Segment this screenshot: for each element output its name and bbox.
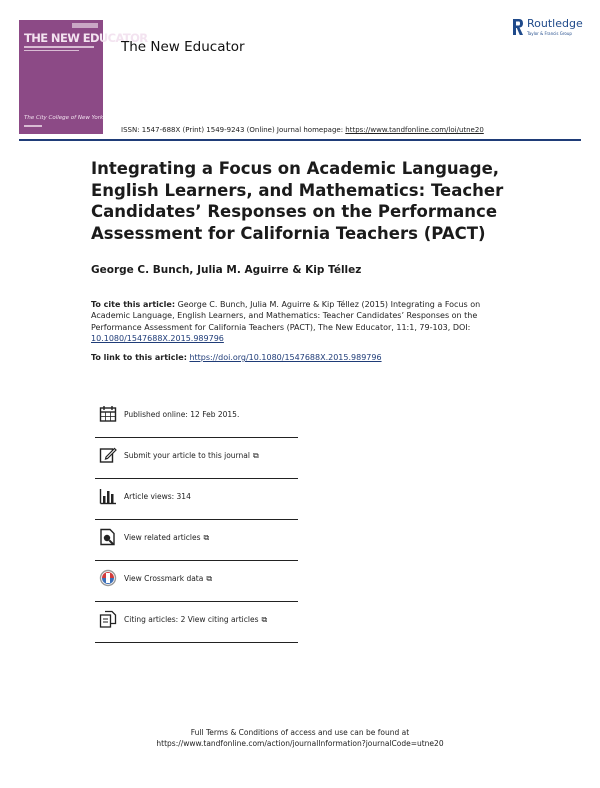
calendar-icon <box>99 405 117 423</box>
article-title: Integrating a Focus on Academic Language, English Learners, and Mathematics: Teacher Candidates’ Responses on the Performance Assessment for California Teachers (PACT) <box>91 159 504 243</box>
journal-homepage-link[interactable]: https://www.tandfonline.com/loi/utne20 <box>345 126 484 134</box>
footer-terms-text: Full Terms & Conditions of access and use can be found at <box>190 728 410 737</box>
citation-label: To cite this article: <box>91 300 176 309</box>
stats-label[interactable]: View related articles <box>124 533 201 542</box>
stats-label-wrap <box>124 574 212 584</box>
cover-footer-mark <box>24 125 42 127</box>
page-footer <box>0 727 600 749</box>
article-authors: George C. Bunch, Julia M. Aguirre & Kip Téllez <box>91 264 362 276</box>
cover-title: THE NEW EDUCATOR <box>24 31 148 45</box>
article-stats-list <box>95 397 298 643</box>
external-link-icon: ⧉ <box>206 574 213 583</box>
journal-name: The New Educator <box>121 39 245 55</box>
cover-tag <box>72 23 98 28</box>
stats-row-views <box>95 479 298 520</box>
stats-row-related[interactable] <box>95 520 298 561</box>
citation-text: George C. Bunch, Julia M. Aguirre & Kip Téllez (2015) Integrating a Focus on Academic Language, English Learners, and Mathematics: Teacher Candidates’ Responses on the Performance Assessment for California Teachers (PACT), The New Educator, 11:1, 79-103, DOI: <box>91 300 481 332</box>
issn-line <box>121 126 484 134</box>
submit-icon <box>99 446 117 464</box>
external-link-icon: ⧉ <box>252 451 259 460</box>
external-link-icon: ⧉ <box>261 615 268 624</box>
citation-block <box>91 299 511 344</box>
stats-label[interactable]: View Crossmark data <box>124 574 204 583</box>
article-link-line <box>91 353 382 362</box>
stats-row-citing[interactable] <box>95 602 298 643</box>
header-divider <box>19 139 581 141</box>
routledge-r-icon <box>511 18 524 36</box>
stats-label-wrap <box>124 615 267 625</box>
crossmark-icon <box>99 569 117 587</box>
stats-label[interactable]: Submit your article to this journal <box>124 451 250 460</box>
cover-line <box>24 46 94 48</box>
cover-footer-text: The City College of New York <box>24 115 104 121</box>
stats-row-published <box>95 397 298 438</box>
stats-label: Published online: 12 Feb 2015. <box>124 410 240 419</box>
journal-cover-image <box>19 20 148 134</box>
stats-label[interactable]: Citing articles: 2 View citing articles <box>124 615 259 624</box>
stats-label: Article views: 314 <box>124 492 191 501</box>
cover-line <box>24 50 79 51</box>
stats-row-crossmark[interactable] <box>95 561 298 602</box>
citing-articles-icon <box>99 610 117 628</box>
article-doi-link[interactable]: https://doi.org/10.1080/1547688X.2015.989796 <box>189 353 382 362</box>
stats-label-wrap <box>124 451 259 461</box>
publisher-name: Routledge <box>527 17 583 30</box>
bar-chart-icon <box>99 487 117 505</box>
issn-text: ISSN: 1547-688X (Print) 1549-9243 (Online) Journal homepage: <box>121 126 344 134</box>
link-label: To link to this article: <box>91 353 187 362</box>
citation-doi-link[interactable]: 10.1080/1547688X.2015.989796 <box>91 333 224 343</box>
publisher-subtitle: Taylor & Francis Group <box>527 31 572 36</box>
stats-row-submit[interactable] <box>95 438 298 479</box>
external-link-icon: ⧉ <box>203 533 210 542</box>
routledge-logo <box>511 16 589 42</box>
related-articles-icon <box>99 528 117 546</box>
footer-terms-link[interactable]: https://www.tandfonline.com/action/journalInformation?journalCode=utne20 <box>156 739 444 748</box>
stats-label-wrap <box>124 533 209 543</box>
